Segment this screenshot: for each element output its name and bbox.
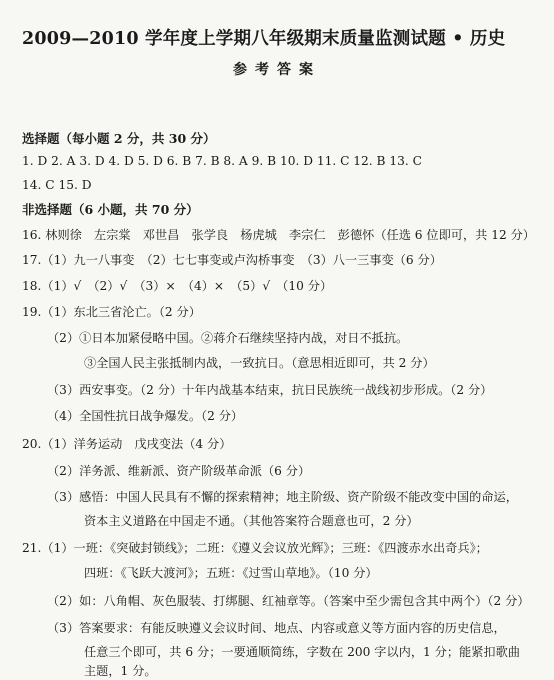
answer-line: 四班：《飞跃大渡河》；五班：《过雪山草地》。（10 分） [84,566,378,580]
section-heading-choice: 选择题（每小题 2 分，共 30 分） [22,131,216,146]
answer-line: 资本主义道路在中国走不通。（其他答案符合题意也可，2 分） [84,514,419,528]
answer-line: 1. D 2. A 3. D 4. D 5. D 6. B 7. B 8. A 9. B 10. D 11. C 12. B 13. C [22,154,422,168]
answer-line: （3）答案要求：有能反映遵义会议时间、地点、内容或意义等方面内容的历史信息， [47,621,506,635]
answer-line: 16. 林则徐 左宗棠 邓世昌 张学良 杨虎城 李宗仁 彭德怀（任选 6 位即可，共 12 分） [22,228,535,242]
answer-line: （3）西安事变。（2 分）十年内战基本结束，抗日民族统一战线初步形成。（2 分） [47,383,493,397]
answer-line: （3）感悟：中国人民具有不懈的探索精神；地主阶级、资产阶级不能改变中国的命运， [47,490,518,504]
answer-line: 主题，1 分。 [84,664,157,678]
answer-line: 任意三个即可，共 6 分；一要通顺简练，字数在 200 字以内，1 分；能紧扣歌曲 [84,645,520,659]
answer-line: （2）①日本加紧侵略中国。②蒋介石继续坚持内战，对日不抵抗。 [47,331,409,345]
answer-line: 19.（1）东北三省沦亡。（2 分） [22,305,201,319]
page-title: 2009—2010 学年度上学期八年级期末质量监测试题 • 历史 [22,29,506,49]
answer-line: 21.（1）一班：《突破封锁线》；二班：《遵义会议放光辉》；三班：《四渡赤水出奇兵》； [22,541,488,555]
answer-line: 14. C 15. D [22,178,92,192]
answer-line: （2）洋务派、维新派、资产阶级革命派（6 分） [47,464,311,478]
answer-line: 20.（1）洋务运动 戊戌变法（4 分） [22,437,232,451]
section-heading-nonchoice: 非选择题（6 小题，共 70 分） [22,202,199,217]
answer-line: （2）如：八角帽、灰色服装、打绑腿、红袖章等。（答案中至少需包含其中两个）（2 分） [47,594,530,608]
page-subtitle: 参考答案 [233,62,321,78]
answer-line: ③全国人民主张抵制内战，一致抗日。（意思相近即可，共 2 分） [84,356,435,370]
answer-line: 17.（1）九一八事变 （2）七七事变或卢沟桥事变 （3）八一三事变（6 分） [22,253,442,267]
answer-line: 18.（1）√ （2）√ （3）× （4）× （5）√ （10 分） [22,279,333,293]
answer-line: （4）全国性抗日战争爆发。（2 分） [47,409,244,423]
